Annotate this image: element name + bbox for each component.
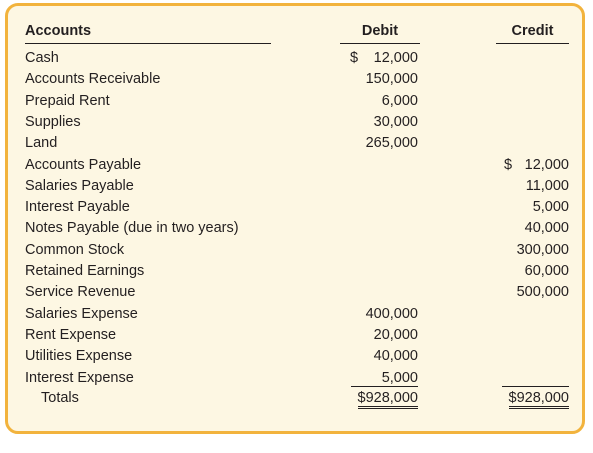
debit-value: 40,000 (373, 348, 418, 365)
accounts-column-header: Accounts (25, 22, 271, 44)
account-name: Rent Expense (25, 326, 117, 343)
table-row (8, 240, 582, 261)
credit-currency-symbol: $ (504, 156, 513, 173)
account-name: Utilities Expense (25, 348, 133, 365)
table-row (8, 176, 582, 197)
debit-value: 265,000 (365, 135, 418, 152)
debit-currency-symbol: $ (350, 50, 359, 66)
credit-cell (493, 155, 569, 176)
credit-cell (493, 240, 569, 261)
debit-cell (338, 48, 418, 69)
debit-value: 20,000 (373, 326, 418, 343)
credit-cell (493, 176, 569, 197)
debit-value: 12,000 (373, 50, 418, 66)
table-row (8, 218, 582, 239)
table-row (8, 91, 582, 112)
debit-cell (338, 69, 418, 90)
account-name: Land (25, 135, 58, 152)
debit-cell (338, 304, 418, 325)
debit-cell (338, 133, 418, 154)
credit-value: 11,000 (525, 177, 569, 194)
account-name: Common Stock (25, 241, 125, 258)
debit-value: 150,000 (365, 71, 418, 88)
table-row (8, 69, 582, 90)
account-name: Notes Payable (due in two years) (25, 220, 239, 237)
debit-cell (338, 346, 418, 367)
table-row (8, 261, 582, 282)
table-row (8, 346, 582, 367)
credit-value: 12,000 (524, 156, 569, 173)
credit-cell (493, 218, 569, 239)
table-row (8, 282, 582, 303)
account-name: Cash (25, 50, 59, 66)
account-name: Salaries Payable (25, 177, 134, 194)
debit-value: 30,000 (373, 113, 418, 130)
table-row (8, 48, 582, 69)
table-row (8, 304, 582, 325)
account-name: Retained Earnings (25, 263, 145, 279)
credit-cell (493, 282, 569, 303)
table-row (8, 112, 582, 133)
debit-value: 5,000 (381, 369, 418, 386)
credit-value: 60,000 (524, 263, 569, 279)
table-row (8, 133, 582, 154)
debit-column-header: Debit (340, 22, 420, 44)
account-name: Accounts Receivable (25, 71, 161, 88)
credit-value: 500,000 (516, 284, 569, 301)
account-name: Interest Payable (25, 199, 130, 216)
debit-cell (338, 325, 418, 346)
credit-value: 40,000 (524, 220, 569, 237)
credit-value: 300,000 (516, 241, 569, 258)
credit-total (493, 388, 569, 409)
totals-row (8, 388, 582, 409)
debit-cell (338, 91, 418, 112)
table-row (8, 368, 582, 389)
account-name: Accounts Payable (25, 156, 142, 173)
debit-value: 6,000 (381, 92, 418, 109)
debit-total-value: $928,000 (358, 390, 418, 409)
table-row (8, 325, 582, 346)
debit-value: 400,000 (365, 305, 418, 322)
credit-cell (493, 197, 569, 218)
table-row (8, 197, 582, 218)
account-name: Service Revenue (25, 284, 136, 301)
table-row (8, 155, 582, 176)
credit-total-rule (502, 386, 569, 387)
trial-balance-panel (5, 3, 585, 434)
debit-total-rule (351, 386, 418, 387)
account-name: Salaries Expense (25, 305, 138, 322)
credit-column-header: Credit (496, 22, 569, 44)
credit-total-value: $928,000 (509, 390, 569, 409)
credit-cell (493, 261, 569, 282)
totals-label: Totals (41, 390, 79, 406)
account-name: Prepaid Rent (25, 92, 110, 109)
debit-total (338, 388, 418, 409)
account-name: Supplies (25, 113, 81, 130)
credit-value: 5,000 (532, 199, 569, 216)
account-name: Interest Expense (25, 369, 134, 386)
debit-cell (338, 112, 418, 133)
